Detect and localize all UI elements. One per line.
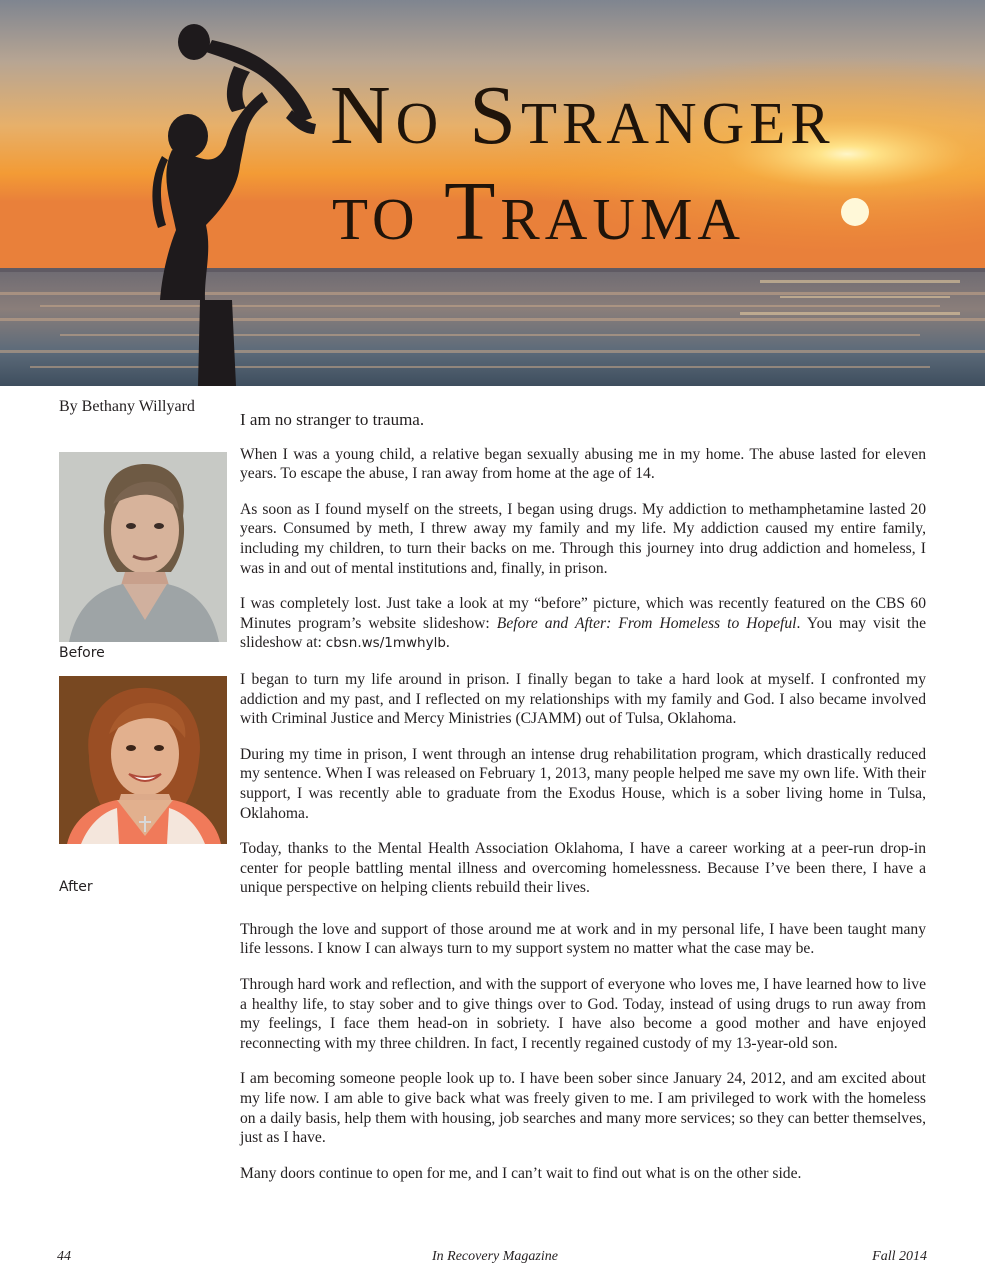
page-number: 44 bbox=[57, 1249, 71, 1264]
paragraph-10: I am becoming someone people look up to. I have been sober since January 24, 2012, and am excited about my life now. I am able to give back what was freely given to me. I am privileged to work with the homeless on a daily basis, help them with housing, job searches and many more services; so they can better themselves, just as I have. bbox=[240, 1070, 926, 1147]
photo-before bbox=[59, 452, 227, 642]
paragraph-4-end: . bbox=[445, 634, 450, 652]
slideshow-url: cbsn.ws/1mwhylb bbox=[325, 635, 446, 652]
paragraph-3: As soon as I found myself on the streets, I began using drugs. My addiction to methamphetamine lasted 20 years. Consumed by meth, I threw away my family and my life. My addiction caused my entire family, including my children, to turn their backs on me. Through this journey into drug addiction and homeless, I was in and out of mental institutions and, finally, in prison. bbox=[240, 500, 926, 577]
title-line-1: No Stranger bbox=[330, 69, 835, 162]
paragraph-8: Through the love and support of those around me at work and in my personal life, I have been taught many life lessons. I know I can always turn to my support system no matter what the case may be. bbox=[240, 920, 926, 958]
hero-image bbox=[0, 0, 985, 386]
caption-after: After bbox=[59, 879, 93, 895]
slideshow-title: Before and After: From Homeless to Hopeful bbox=[496, 614, 797, 632]
paragraph-5: I began to turn my life around in prison. I finally began to take a hard look at myself. I confronted my addiction and my past, and I reflected on my relationships with my family and God. I also became involved with Criminal Justice and Mercy Ministries (CJAMM) out of Tulsa, Oklahoma. bbox=[240, 670, 926, 728]
magazine-name: In Recovery Magazine bbox=[432, 1249, 558, 1264]
paragraph-2: When I was a young child, a relative began sexually abusing me in my home. The abuse lasted for eleven years. To escape the abuse, I ran away from home at the age of 14. bbox=[240, 445, 926, 483]
paragraph-6: During my time in prison, I went through an intense drug rehabilitation program, which drastically reduced my sentence. When I was released on February 1, 2013, many people helped me save my own life. With their support, I was recently able to graduate from the Exodus House, which is a sober living home in Tulsa, Oklahoma. bbox=[240, 745, 926, 822]
issue-date: Fall 2014 bbox=[872, 1249, 927, 1264]
paragraph-11: Many doors continue to open for me, and I can’t wait to find out what is on the other side. bbox=[240, 1164, 802, 1182]
paragraph-4-text-a: I was completely lost. Just take a look at my “before” picture, which was recently featured on the CBS 60 Minutes program’s website slideshow: bbox=[240, 595, 926, 632]
article-body bbox=[240, 410, 926, 1199]
article-title bbox=[330, 68, 835, 260]
photo-after bbox=[59, 676, 227, 844]
caption-before: Before bbox=[59, 645, 105, 661]
byline: By Bethany Willyard bbox=[59, 398, 195, 415]
paragraph-7: Today, thanks to the Mental Health Association Oklahoma, I have a career working at a peer-run drop-in center for people battling mental illness and overcoming homelessness. Because I’ve been there, I have a unique perspective on helping clients rebuild their lives. bbox=[240, 840, 926, 897]
paragraph-4 bbox=[240, 594, 926, 654]
portrait-after-image bbox=[59, 676, 227, 844]
portrait-before-image bbox=[59, 452, 227, 642]
paragraph-4-text-b: . You may visit the slideshow at: bbox=[240, 614, 927, 652]
paragraph-9: Through hard work and reflection, and with the support of everyone who loves me, I have learned how to live a healthy life, to stay sober and to give things over to God. Today, instead of using drugs to run away from my feelings, I face them head-on in sobriety. I have also become a good mother and have enjoyed reconnecting with my three children. In fact, I recently regained custody of my 13-year-old son. bbox=[240, 976, 926, 1052]
paragraph-1: I am no stranger to trauma. bbox=[240, 410, 425, 429]
title-line-2: to Trauma bbox=[332, 165, 746, 258]
